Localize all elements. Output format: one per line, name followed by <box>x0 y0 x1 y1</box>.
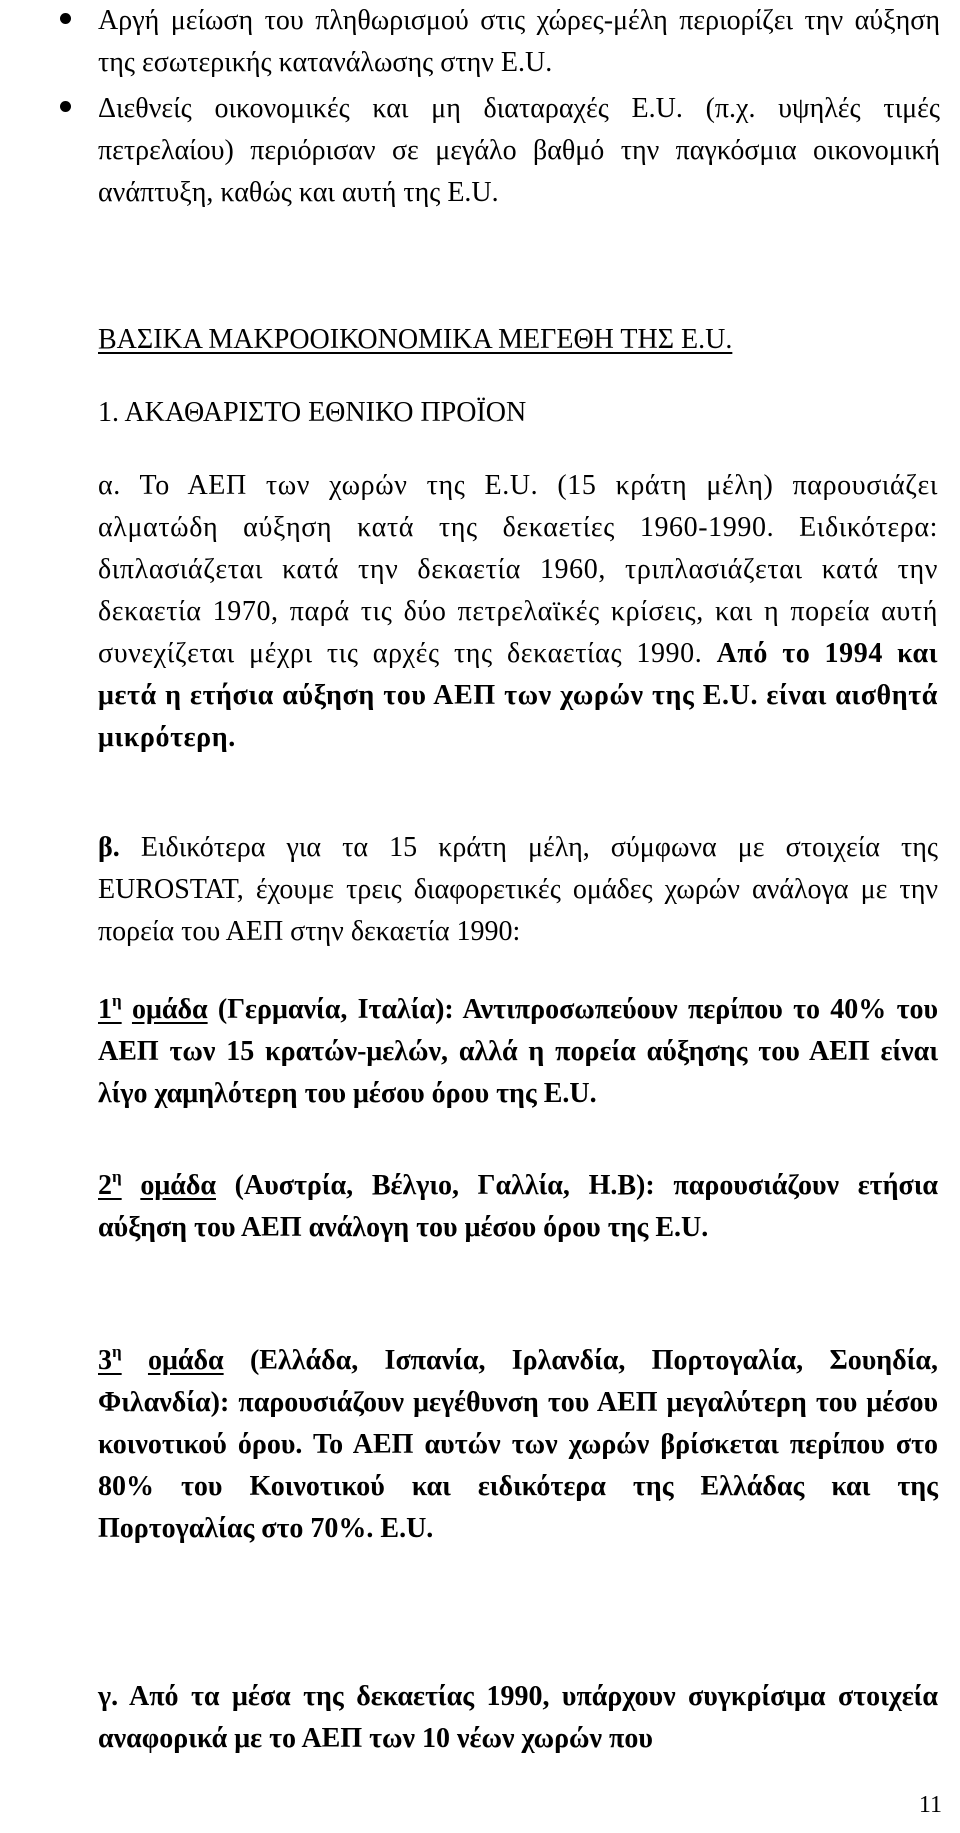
bullet-item <box>60 88 940 214</box>
bullet-dot-icon <box>60 13 71 24</box>
bullet-list <box>60 0 940 214</box>
group-label: ομάδα <box>140 1170 216 1201</box>
paragraph-b-marker: β. <box>98 832 120 863</box>
section-heading: ΒΑΣΙΚΑ ΜΑΚΡΟΟΙΚΟΝΟΜΙΚΑ ΜΕΓΕΘΗ ΤΗΣ E.U. <box>98 324 733 355</box>
bullet-text: Αργή μείωση του πληθωρισμού στις χώρες-μέλη περιορίζει την αύξηση της εσωτερικής κατανάλωσης στην E.U. <box>98 5 940 78</box>
group-text: (Ελλάδα, Ισπανία, Ιρλανδία, Πορτογαλία, Σουηδία, Φιλανδία): παρουσιάζουν μεγέθυνση του ΑΕΠ μεγαλύτερη του μέσου κοινοτικού όρου. Το ΑΕΠ αυτών των χωρών βρίσκεται περίπου στο 80% του Κοινοτικού και ειδικότερα της Ελλάδας και της Πορτογαλίας στο 70%. E.U. <box>98 1345 939 1544</box>
group-text: (Αυστρία, Βέλγιο, Γαλλία, Η.Β): παρουσιάζουν ετήσια αύξηση του ΑΕΠ ανάλογη του μέσου όρου της E.U. <box>98 1170 939 1243</box>
group-label: ομάδα <box>131 994 208 1025</box>
group-label: ομάδα <box>147 1345 224 1376</box>
group-1 <box>98 989 938 1115</box>
subsection-heading: 1. ΑΚΑΘΑΡΙΣΤΟ ΕΘΝΙΚΟ ΠΡΟΪΟΝ <box>98 397 527 428</box>
paragraph-a <box>98 465 938 759</box>
bullet-text: Διεθνείς οικονομικές και μη διαταραχές E.U. (π.χ. υψηλές τιμές πετρελαίου) περιόρισαν σε μεγάλο βαθμό την παγκόσμια οικονομική ανάπτυξη, καθώς και αυτή της E.U. <box>98 93 940 208</box>
paragraph-g: γ. Από τα μέσα της δεκαετίας 1990, υπάρχουν συγκρίσιμα στοιχεία αναφορικά με το ΑΕΠ των 10 νέων χωρών που <box>98 1681 938 1754</box>
group-3 <box>98 1340 938 1550</box>
group-number: $1^\eta$ <box>98 991 122 1025</box>
group-2 <box>98 1165 938 1249</box>
paragraph-a-bold: Από το 1994 και μετά η ετήσια αύξηση του ΑΕΠ των χωρών της E.U. είναι αισθητά μικρότερη. <box>98 638 939 753</box>
group-text: (Γερμανία, Ιταλία): Αντιπροσωπεύουν περίπου το 40% του ΑΕΠ των 15 κρατών-μελών, αλλά η πορεία αύξησης του ΑΕΠ είναι λίγο χαμηλότερη του μέσου όρου της E.U. <box>98 994 939 1109</box>
page-number: 11 <box>918 1792 942 1818</box>
paragraph-b <box>98 827 938 953</box>
paragraph-a-regular: α. Το ΑΕΠ των χωρών της E.U. (15 κράτη μέλη) παρουσιάζει αλματώδη αύξηση κατά της δεκαετίες 1960-1990. Ειδικότερα: διπλασιάζεται κατά την δεκαετία 1960, τριπλασιάζεται κατά την δεκαετία 1970, παρά τις δύο πετρελαϊκές κρίσεις, και η πορεία αυτή συνεχίζεται μέχρι τις αρχές της δεκαετίας 1990. <box>98 470 938 669</box>
group-number: $2^\eta$ <box>98 1167 122 1201</box>
bullet-dot-icon <box>60 101 71 112</box>
paragraph-b-text: Ειδικότερα για τα 15 κράτη μέλη, σύμφωνα με στοιχεία της EUROSTAT, έχουμε τρεις διαφορετικές ομάδες χωρών ανάλογα με την πορεία του ΑΕΠ στην δεκαετία 1990: <box>98 832 938 947</box>
bullet-item <box>60 0 940 84</box>
group-number: $3^\eta$ <box>98 1342 122 1376</box>
